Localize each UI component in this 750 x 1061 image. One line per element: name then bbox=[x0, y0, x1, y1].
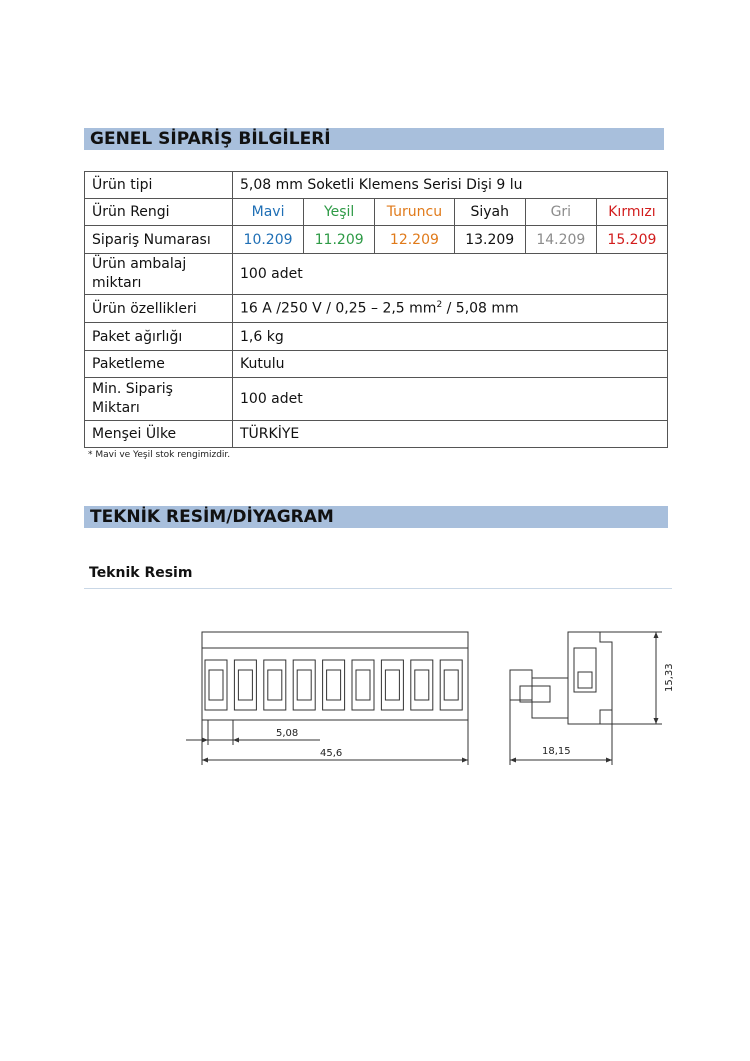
packing-label: Paketleme bbox=[85, 351, 233, 378]
color-name-cell: Mavi bbox=[233, 199, 304, 226]
table-row bbox=[85, 199, 668, 226]
terminal-slots bbox=[205, 660, 462, 710]
side-view-clamp bbox=[574, 648, 596, 692]
technical-drawing bbox=[180, 620, 680, 780]
arrow-head bbox=[462, 758, 468, 763]
packaging-qty-label bbox=[85, 254, 233, 295]
table-row bbox=[85, 323, 668, 351]
terminal-slot-inner bbox=[356, 670, 370, 700]
color-name-cell: Kırmızı bbox=[596, 199, 667, 226]
label-line: miktarı bbox=[92, 275, 142, 291]
terminal-slot bbox=[381, 660, 403, 710]
order-code-cell: 11.209 bbox=[304, 226, 375, 254]
table-row bbox=[85, 351, 668, 378]
terminal-slot bbox=[352, 660, 374, 710]
front-view-body bbox=[202, 632, 468, 720]
terminal-slot-inner bbox=[268, 670, 282, 700]
order-code-cell: 12.209 bbox=[375, 226, 454, 254]
terminal-slot-inner bbox=[238, 670, 252, 700]
order-code-cell: 10.209 bbox=[233, 226, 304, 254]
color-name-cell: Siyah bbox=[454, 199, 525, 226]
arrow-head bbox=[606, 758, 612, 763]
order-code-cell: 13.209 bbox=[454, 226, 525, 254]
color-name-cell: Gri bbox=[525, 199, 596, 226]
table-row bbox=[85, 295, 668, 323]
depth-dimension-label: 18,15 bbox=[542, 746, 571, 757]
section-heading-technical: TEKNİK RESİM/DİYAGRAM bbox=[84, 506, 668, 528]
stock-note: * Mavi ve Yeşil stok rengimizdir. bbox=[88, 450, 231, 460]
label-line: Miktarı bbox=[92, 400, 140, 416]
pitch-dimension-label: 5,08 bbox=[276, 728, 299, 739]
terminal-slot-inner bbox=[209, 670, 223, 700]
label-line: Ürün ambalaj bbox=[92, 256, 187, 272]
table-row bbox=[85, 378, 668, 421]
label-line: Min. Sipariş bbox=[92, 381, 173, 397]
terminal-slot bbox=[411, 660, 433, 710]
arrow-head bbox=[654, 718, 659, 724]
features-label: Ürün özellikleri bbox=[85, 295, 233, 323]
terminal-slot bbox=[264, 660, 286, 710]
features-value bbox=[233, 295, 668, 323]
arrow-head bbox=[233, 738, 239, 743]
min-order-label bbox=[85, 378, 233, 421]
weight-label: Paket ağırlığı bbox=[85, 323, 233, 351]
table-row bbox=[85, 226, 668, 254]
color-name-cell: Yeşil bbox=[304, 199, 375, 226]
divider bbox=[84, 588, 672, 589]
terminal-slot-inner bbox=[415, 670, 429, 700]
order-code-cell: 14.209 bbox=[525, 226, 596, 254]
features-main: 16 A /250 V / 0,25 – 2,5 mm bbox=[240, 300, 437, 317]
packing-value: Kutulu bbox=[233, 351, 668, 378]
terminal-slot-inner bbox=[444, 670, 458, 700]
product-type-value: 5,08 mm Soketli Klemens Serisi Dişi 9 lu bbox=[233, 172, 668, 199]
order-number-label: Sipariş Numarası bbox=[85, 226, 233, 254]
table-row bbox=[85, 254, 668, 295]
terminal-slot bbox=[323, 660, 345, 710]
terminal-slot bbox=[205, 660, 227, 710]
side-view-screw bbox=[578, 672, 592, 688]
arrow-head bbox=[654, 632, 659, 638]
features-superscript: 2 bbox=[436, 300, 443, 311]
product-type-label: Ürün tipi bbox=[85, 172, 233, 199]
terminal-slot bbox=[293, 660, 315, 710]
min-order-value: 100 adet bbox=[233, 378, 668, 421]
height-dimension-label: 15,33 bbox=[664, 663, 675, 692]
origin-label: Menşei Ülke bbox=[85, 421, 233, 448]
table-row bbox=[85, 421, 668, 448]
side-view-body bbox=[510, 632, 612, 724]
features-tail: / 5,08 mm bbox=[442, 300, 519, 317]
arrow-head bbox=[202, 738, 208, 743]
terminal-slot bbox=[234, 660, 256, 710]
order-info-table bbox=[84, 171, 668, 448]
terminal-slot-inner bbox=[297, 670, 311, 700]
subheading: Teknik Resim bbox=[89, 565, 193, 581]
terminal-slot-inner bbox=[385, 670, 399, 700]
color-label: Ürün Rengi bbox=[85, 199, 233, 226]
weight-value: 1,6 kg bbox=[233, 323, 668, 351]
terminal-slot bbox=[440, 660, 462, 710]
color-name-cell: Turuncu bbox=[375, 199, 454, 226]
section-heading-general: GENEL SİPARİŞ BİLGİLERİ bbox=[84, 128, 664, 150]
width-dimension-label: 45,6 bbox=[320, 748, 343, 759]
arrow-head bbox=[202, 758, 208, 763]
packaging-qty-value: 100 adet bbox=[233, 254, 668, 295]
arrow-head bbox=[510, 758, 516, 763]
origin-value: TÜRKİYE bbox=[233, 421, 668, 448]
terminal-slot-inner bbox=[327, 670, 341, 700]
table-row bbox=[85, 172, 668, 199]
order-code-cell: 15.209 bbox=[596, 226, 667, 254]
